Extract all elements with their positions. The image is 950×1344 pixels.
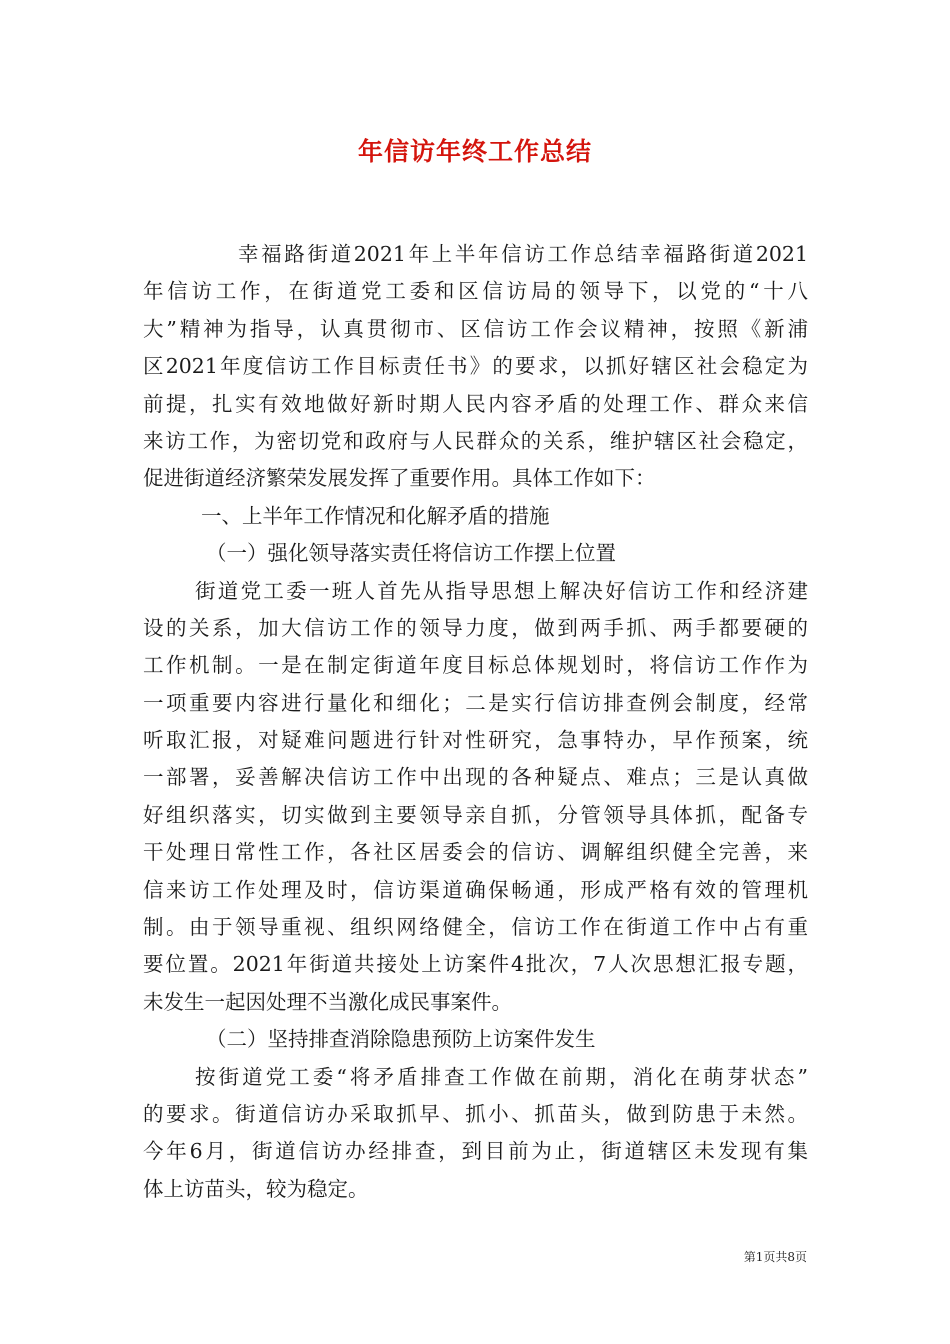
paragraph-line: 干处理日常性工作，各社区居委会的信访、调解组织健全完善，来	[143, 840, 808, 865]
paragraph-line: 来访工作，为密切党和政府与人民群众的关系，维护辖区社会稳定，	[143, 428, 808, 453]
paragraph-line: 未发生一起因处理不当激化成民事案件。	[143, 989, 512, 1014]
paragraph-line: 按街道党工委“将矛盾排查工作做在前期，消化在萌芽状态”	[195, 1064, 808, 1089]
paragraph-line: 制。由于领导重视、组织网络健全，信访工作在街道工作中占有重	[143, 915, 808, 940]
paragraph-line: 的要求。街道信访办采取抓早、抓小、抓苗头，做到防患于未然。	[143, 1101, 808, 1126]
paragraph-line: 今年6月，街道信访办经排查，到目前为止，街道辖区未发现有集	[143, 1139, 808, 1164]
document-body	[143, 236, 808, 1208]
paragraph-line: 好组织落实，切实做到主要领导亲自抓，分管领导具体抓，配备专	[143, 802, 808, 827]
paragraph-line: 街道党工委一班人首先从指导思想上解决好信访工作和经济建	[195, 578, 808, 603]
paragraph-line: 设的关系，加大信访工作的领导力度，做到两手抓、两手都要硬的	[143, 615, 808, 640]
subsection-heading: （一）强化领导落实责任将信访工作摆上位置	[206, 541, 616, 566]
paragraph-line: 一部署，妥善解决信访工作中出现的各种疑点、难点；三是认真做	[143, 765, 808, 790]
paragraph-line: 听取汇报，对疑难问题进行针对性研究，急事特办，早作预案，统	[143, 728, 808, 753]
paragraph-line: 促进街道经济繁荣发展发挥了重要作用。具体工作如下：	[143, 466, 656, 491]
paragraph-line: 前提，扎实有效地做好新时期人民内容矛盾的处理工作、群众来信	[143, 391, 808, 416]
paragraph-line: 年信访工作，在街道党工委和区信访局的领导下，以党的“十八	[143, 279, 808, 304]
paragraph-line: 信来访工作处理及时，信访渠道确保畅通，形成严格有效的管理机	[143, 877, 808, 902]
paragraph-line: 幸福路街道2021年上半年信访工作总结幸福路街道2021	[238, 242, 808, 266]
page-number: 第1页共8页	[743, 1250, 807, 1264]
paragraph-line: 体上访苗头，较为稳定。	[143, 1176, 369, 1201]
paragraph-line: 工作机制。一是在制定街道年度目标总体规划时，将信访工作作为	[143, 653, 808, 678]
paragraph-line: 一项重要内容进行量化和细化；二是实行信访排查例会制度，经常	[143, 690, 808, 715]
paragraph-line: 区2021年度信访工作目标责任书》的要求，以抓好辖区社会稳定为	[143, 354, 808, 379]
paragraph-line: 要位置。2021年街道共接处上访案件4批次，7人次思想汇报专题，	[143, 952, 808, 977]
document-title: 年信访年终工作总结	[357, 137, 592, 166]
subsection-heading: （二）坚持排查消除隐患预防上访案件发生	[206, 1027, 596, 1052]
paragraph-line: 大”精神为指导，认真贯彻市、区信访工作会议精神，按照《新浦	[143, 316, 808, 341]
section-heading: 一、上半年工作情况和化解矛盾的措施	[201, 503, 550, 528]
